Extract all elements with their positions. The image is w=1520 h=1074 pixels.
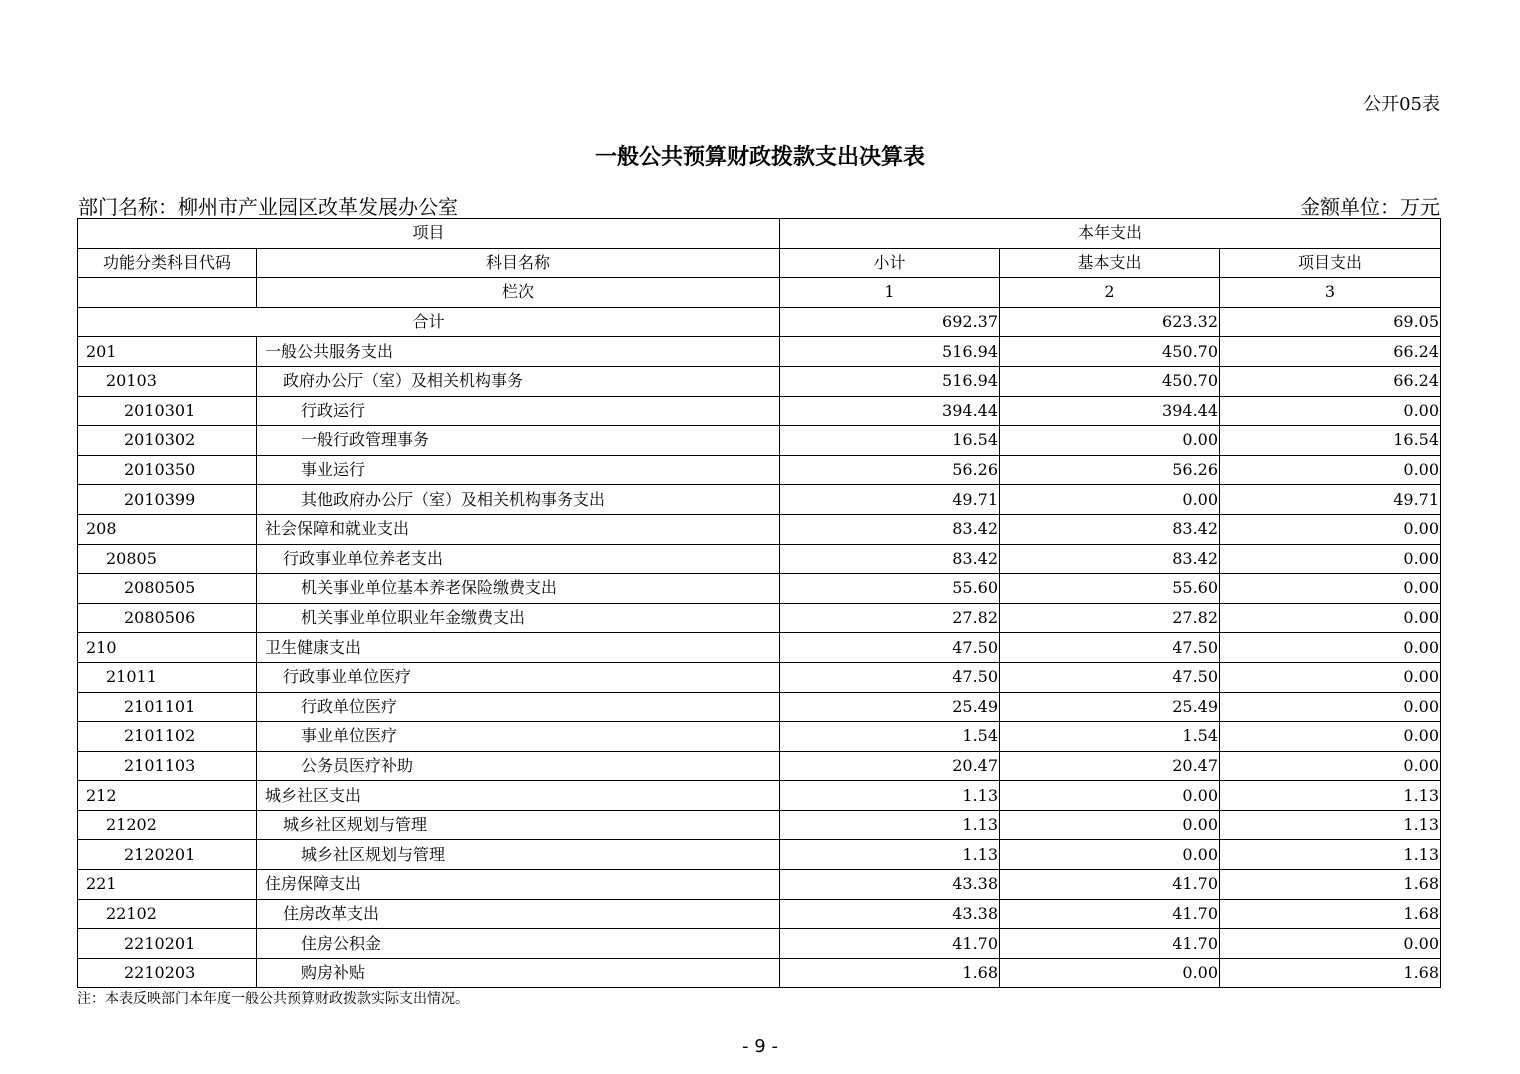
row-name: 住房公积金 [257,929,780,959]
row-basic: 0.00 [1000,485,1220,515]
row-basic: 394.44 [1000,396,1220,426]
row-subtotal: 16.54 [780,426,1000,456]
row-name: 城乡社区规划与管理 [257,810,780,840]
row-project: 0.00 [1220,751,1441,781]
header-row-2 [78,248,1441,278]
table-row [78,633,1441,663]
row-code: 2010399 [78,485,257,515]
table-row [78,810,1441,840]
table-row [78,426,1441,456]
row-subtotal: 49.71 [780,485,1000,515]
row-project: 0.00 [1220,396,1441,426]
row-basic: 55.60 [1000,574,1220,604]
row-subtotal: 83.42 [780,544,1000,574]
row-name: 购房补贴 [257,958,780,988]
row-basic: 20.47 [1000,751,1220,781]
row-project: 49.71 [1220,485,1441,515]
row-code: 2120201 [78,840,257,870]
row-subtotal: 20.47 [780,751,1000,781]
header-name: 科目名称 [257,248,780,278]
row-project: 0.00 [1220,455,1441,485]
header-col1: 1 [780,278,1000,308]
row-subtotal: 83.42 [780,514,1000,544]
table-row [78,929,1441,959]
row-project: 0.00 [1220,574,1441,604]
row-code: 2010301 [78,396,257,426]
row-basic: 25.49 [1000,692,1220,722]
row-code: 21011 [78,662,257,692]
table-row [78,337,1441,367]
row-name: 一般行政管理事务 [257,426,780,456]
table-row [78,396,1441,426]
header-subtotal: 小计 [780,248,1000,278]
row-subtotal: 394.44 [780,396,1000,426]
row-basic: 1.54 [1000,722,1220,752]
page-number: - 9 - [742,1036,778,1057]
row-subtotal: 516.94 [780,337,1000,367]
expenditure-table [77,218,1441,988]
row-name: 一般公共服务支出 [257,337,780,367]
row-name: 机关事业单位基本养老保险缴费支出 [257,574,780,604]
row-subtotal: 43.38 [780,870,1000,900]
header-project: 项目 [78,219,780,249]
header-this-year: 本年支出 [780,219,1441,249]
row-subtotal: 41.70 [780,929,1000,959]
department-name: 部门名称：柳州市产业园区改革发展办公室 [78,195,458,219]
row-subtotal: 1.68 [780,958,1000,988]
row-code: 2101103 [78,751,257,781]
table-row [78,840,1441,870]
table-row [78,781,1441,811]
row-subtotal: 516.94 [780,366,1000,396]
row-basic: 0.00 [1000,958,1220,988]
table-row [78,544,1441,574]
row-basic: 41.70 [1000,899,1220,929]
row-project: 0.00 [1220,662,1441,692]
row-subtotal: 27.82 [780,603,1000,633]
total-project: 69.05 [1220,307,1441,337]
table-row [78,722,1441,752]
row-subtotal: 47.50 [780,633,1000,663]
row-project: 1.68 [1220,899,1441,929]
row-code: 2010350 [78,455,257,485]
row-code: 2010302 [78,426,257,456]
total-subtotal: 692.37 [780,307,1000,337]
row-name: 政府办公厅（室）及相关机构事务 [257,366,780,396]
row-name: 住房保障支出 [257,870,780,900]
header-empty [78,278,257,308]
header-project-exp: 项目支出 [1220,248,1441,278]
row-name: 行政事业单位医疗 [257,662,780,692]
row-project: 0.00 [1220,514,1441,544]
header-row-1 [78,219,1441,249]
row-project: 1.13 [1220,840,1441,870]
row-project: 66.24 [1220,366,1441,396]
form-number: 公开05表 [1363,94,1440,115]
row-project: 66.24 [1220,337,1441,367]
table-row [78,899,1441,929]
row-code: 2210201 [78,929,257,959]
row-project: 0.00 [1220,722,1441,752]
table-row [78,485,1441,515]
row-basic: 56.26 [1000,455,1220,485]
table-note: 注：本表反映部门本年度一般公共预算财政拨款实际支出情况。 [77,991,469,1007]
row-project: 1.68 [1220,958,1441,988]
row-subtotal: 1.54 [780,722,1000,752]
amount-unit: 金额单位：万元 [1300,195,1440,219]
row-project: 1.13 [1220,781,1441,811]
row-name: 事业运行 [257,455,780,485]
row-basic: 83.42 [1000,514,1220,544]
total-row [78,307,1441,337]
row-name: 住房改革支出 [257,899,780,929]
row-name: 卫生健康支出 [257,633,780,663]
row-name: 行政运行 [257,396,780,426]
row-basic: 0.00 [1000,781,1220,811]
row-name: 机关事业单位职业年金缴费支出 [257,603,780,633]
row-code: 2210203 [78,958,257,988]
table-row [78,574,1441,604]
table-row [78,455,1441,485]
header-row-3 [78,278,1441,308]
row-subtotal: 1.13 [780,781,1000,811]
row-project: 0.00 [1220,633,1441,663]
header-column-no: 栏次 [257,278,780,308]
table-row [78,870,1441,900]
row-name: 城乡社区规划与管理 [257,840,780,870]
total-basic: 623.32 [1000,307,1220,337]
row-project: 0.00 [1220,603,1441,633]
row-subtotal: 43.38 [780,899,1000,929]
row-subtotal: 47.50 [780,662,1000,692]
row-basic: 450.70 [1000,366,1220,396]
row-code: 2101102 [78,722,257,752]
row-name: 城乡社区支出 [257,781,780,811]
row-basic: 0.00 [1000,810,1220,840]
row-name: 公务员医疗补助 [257,751,780,781]
row-basic: 450.70 [1000,337,1220,367]
page-title: 一般公共预算财政拨款支出决算表 [594,144,925,170]
row-project: 0.00 [1220,544,1441,574]
header-code: 功能分类科目代码 [78,248,257,278]
table-row [78,751,1441,781]
row-subtotal: 1.13 [780,840,1000,870]
row-basic: 47.50 [1000,662,1220,692]
table-row [78,603,1441,633]
row-project: 0.00 [1220,692,1441,722]
table-row [78,662,1441,692]
row-code: 2080505 [78,574,257,604]
row-subtotal: 56.26 [780,455,1000,485]
row-basic: 47.50 [1000,633,1220,663]
row-code: 2101101 [78,692,257,722]
total-label: 合计 [78,307,780,337]
row-basic: 83.42 [1000,544,1220,574]
row-basic: 0.00 [1000,426,1220,456]
row-code: 20103 [78,366,257,396]
row-code: 208 [78,514,257,544]
row-name: 其他政府办公厅（室）及相关机构事务支出 [257,485,780,515]
row-basic: 41.70 [1000,929,1220,959]
header-col3: 3 [1220,278,1441,308]
row-project: 1.68 [1220,870,1441,900]
header-basic: 基本支出 [1000,248,1220,278]
row-code: 201 [78,337,257,367]
row-code: 221 [78,870,257,900]
header-col2: 2 [1000,278,1220,308]
row-code: 22102 [78,899,257,929]
row-basic: 41.70 [1000,870,1220,900]
table-row [78,366,1441,396]
row-name: 社会保障和就业支出 [257,514,780,544]
row-project: 0.00 [1220,929,1441,959]
row-name: 行政单位医疗 [257,692,780,722]
row-name: 事业单位医疗 [257,722,780,752]
table-row [78,514,1441,544]
row-code: 212 [78,781,257,811]
row-code: 2080506 [78,603,257,633]
row-subtotal: 25.49 [780,692,1000,722]
row-name: 行政事业单位养老支出 [257,544,780,574]
row-code: 20805 [78,544,257,574]
row-basic: 27.82 [1000,603,1220,633]
table-row [78,958,1441,988]
table-row [78,692,1441,722]
row-project: 16.54 [1220,426,1441,456]
row-subtotal: 55.60 [780,574,1000,604]
row-code: 210 [78,633,257,663]
row-project: 1.13 [1220,810,1441,840]
row-subtotal: 1.13 [780,810,1000,840]
row-basic: 0.00 [1000,840,1220,870]
row-code: 21202 [78,810,257,840]
